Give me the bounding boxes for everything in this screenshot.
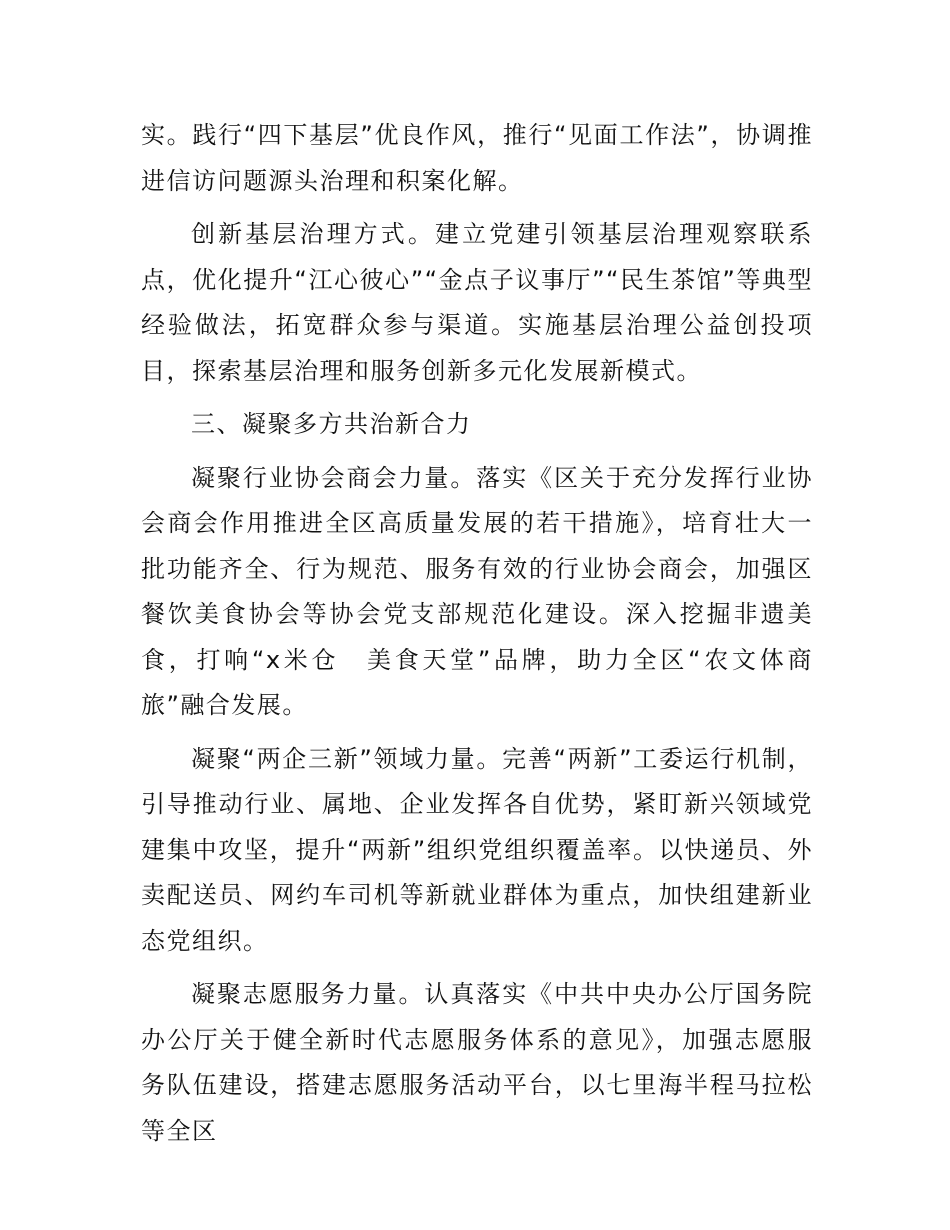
paragraph-grassroots-governance: 创新基层治理方式。建立党建引领基层治理观察联系点，优化提升“江心彼心”“金点子议事厅”“民生茶馆”等典型经验做法，拓宽群众参与渠道。实施基层治理公益创投项目，探索基层治理和服务创新多元化发展新模式。 [141,220,813,385]
paragraph-industry-associations: 凝聚行业协会商会力量。落实《区关于充分发挥行业协会商会作用推进全区高质量发展的若干措施》，培育壮大一批功能齐全、行为规范、服务有效的行业协会商会，加强区餐饮美食协会等协会党支部规范化建设。深入挖掘非遗美食，打响“x米仓 美食天堂”品牌，助力全区“农文体商旅”融合发展。 [141,463,813,719]
paragraph-two-enterprises: 凝聚“两企三新”领域力量。完善“两新”工委运行机制，引导推动行业、属地、企业发挥各自优势，紧盯新兴领域党建集中攻坚，提升“两新”组织党组织覆盖率。以快递员、外卖配送员、网约车司机等新就业群体为重点，加快组建新业态党组织。 [141,744,813,955]
section-heading: 三、凝聚多方共治新合力 [191,410,472,438]
document-body [141,113,813,1162]
paragraph-volunteer-service: 凝聚志愿服务力量。认真落实《中共中央办公厅国务院办公厅关于健全新时代志愿服务体系的意见》，加强志愿服务队伍建设，搭建志愿服务活动平台，以七里海半程马拉松等全区 [141,980,813,1145]
paragraph-continuation: 实。践行“四下基层”优良作风，推行“见面工作法”，协调推进信访问题源头治理和积案化解。 [141,121,813,195]
